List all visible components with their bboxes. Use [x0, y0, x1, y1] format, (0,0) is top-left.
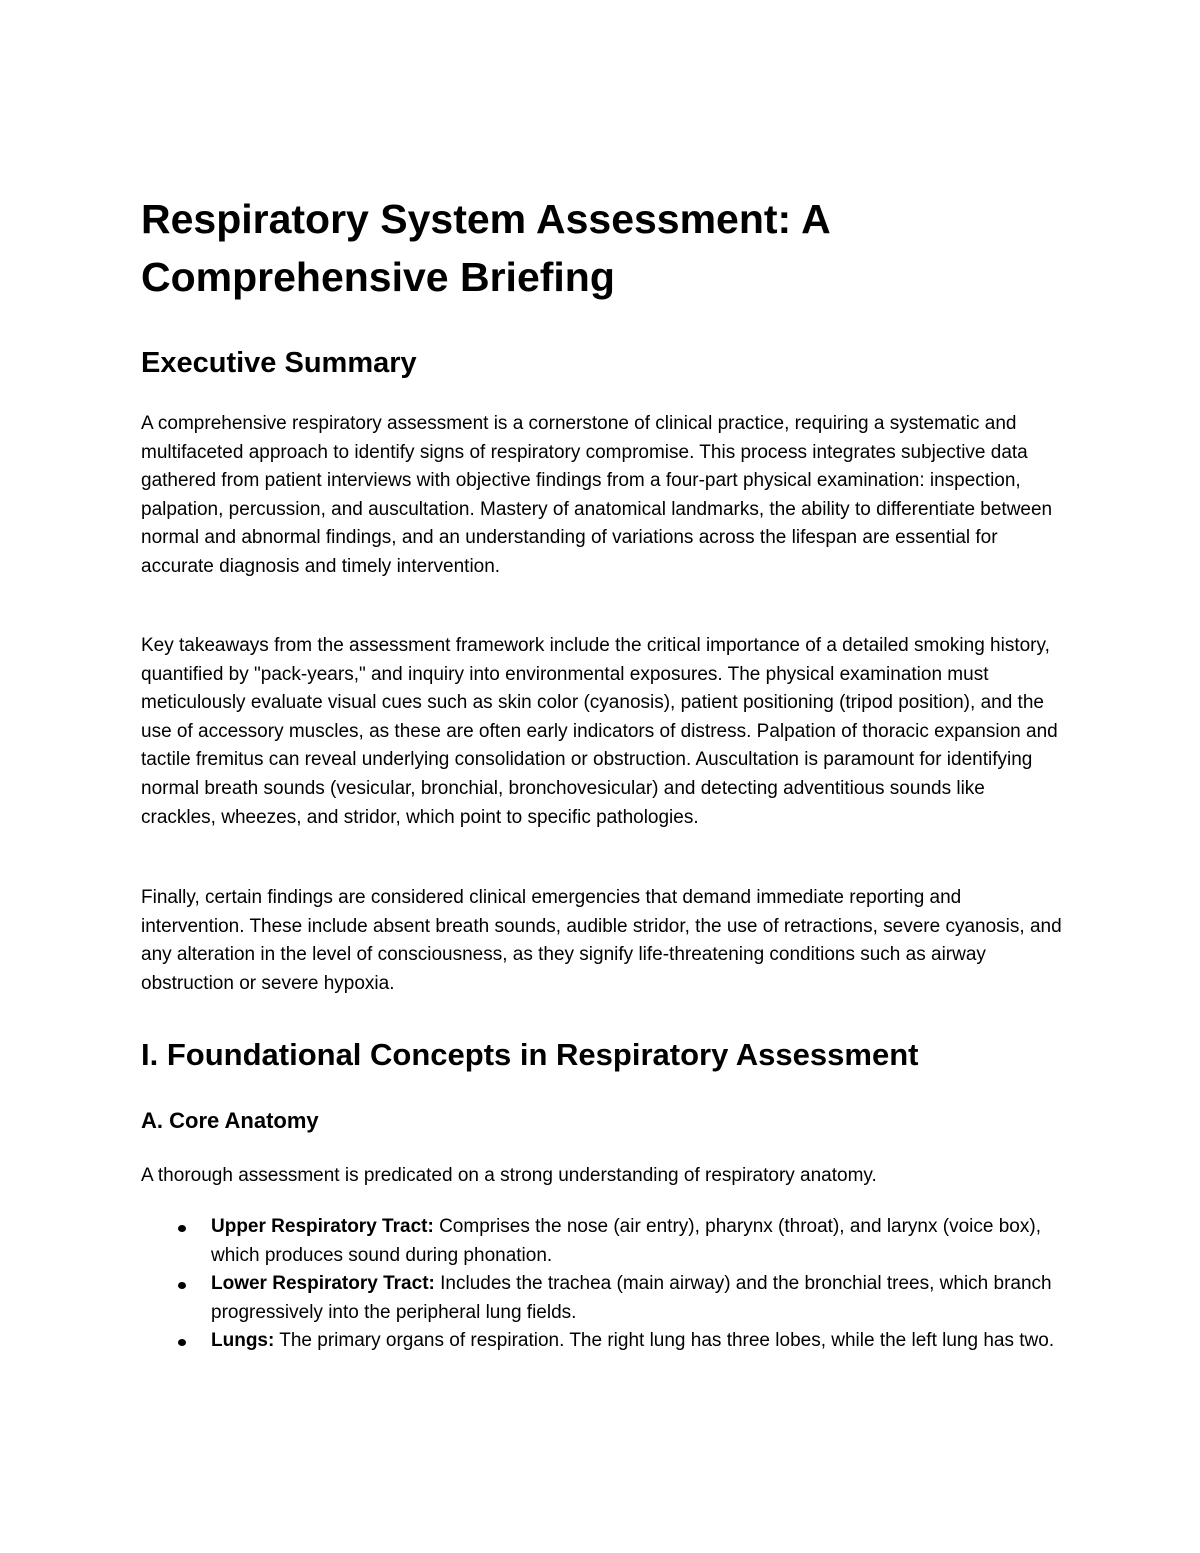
bullet-term: Lower Respiratory Tract: [211, 1273, 435, 1295]
executive-summary-paragraph-1: A comprehensive respiratory assessment is a cornerstone of clinical practice, requiring a systematic and multifaceted approach to identify signs of respiratory compromise. This process integrates subjective data gathered from patient interviews with objective findings from a four-part physical examination: inspection, palpation, percussion, and auscultation. Mastery of anatomical landmarks, the ability to differentiate between normal and abnormal findings, and an understanding of variations across the lifespan are essential for accurate diagnosis and timely intervention. [141, 413, 1053, 577]
anatomy-bullet-list [141, 1213, 1063, 1356]
executive-summary-heading: Executive Summary [141, 347, 417, 379]
section-one-heading: I. Foundational Concepts in Respiratory Assessment [141, 1037, 919, 1072]
document-title: Respiratory System Assessment: A Comprehensive Briefing [141, 196, 830, 300]
bullet-text: The primary organs of respiration. The right lung has three lobes, while the left lung has two. [274, 1330, 1055, 1352]
list-item [141, 1213, 1063, 1270]
bullet-text: Includes the trachea (main airway) and the bronchial trees, which branch progressively into the peripheral lung fields. [211, 1273, 1052, 1323]
bullet-term: Lungs: [211, 1330, 275, 1352]
core-anatomy-heading: A. Core Anatomy [141, 1108, 319, 1133]
bullet-icon [178, 1339, 186, 1346]
list-item [141, 1327, 1063, 1356]
bullet-text: Comprises the nose (air entry), pharynx (throat), and larynx (voice box), which produces sound during phonation. [211, 1216, 1041, 1266]
bullet-term: Upper Respiratory Tract: [211, 1216, 434, 1237]
executive-summary-paragraph-3: Finally, certain findings are considered clinical emergencies that demand immediate reporting and intervention. These include absent breath sounds, audible stridor, the use of retractions, severe cyanosis, and any alteration in the level of consciousness, as they signify life-threatening conditions such as airway obstruction or severe hypoxia. [141, 887, 1062, 994]
list-item [141, 1270, 1063, 1327]
executive-summary-paragraph-2: Key takeaways from the assessment framework include the critical importance of a detailed smoking history, quantified by "pack-years," and inquiry into environmental exposures. The physical examination must meticulously evaluate visual cues such as skin color (cyanosis), patient positioning (tripod position), and the use of accessory muscles, as these are often early indicators of distress. Palpation of thoracic expansion and tactile fremitus can reveal underlying consolidation or obstruction. Auscultation is paramount for identifying normal breath sounds (vesicular, bronchial, bronchovesicular) and detecting adventitious sounds like crackles, wheezes, and stridor, which point to specific pathologies. [141, 635, 1058, 828]
bullet-icon [178, 1225, 186, 1232]
bullet-icon [178, 1282, 186, 1289]
core-anatomy-intro: A thorough assessment is predicated on a strong understanding of respiratory anatomy. [141, 1165, 877, 1186]
